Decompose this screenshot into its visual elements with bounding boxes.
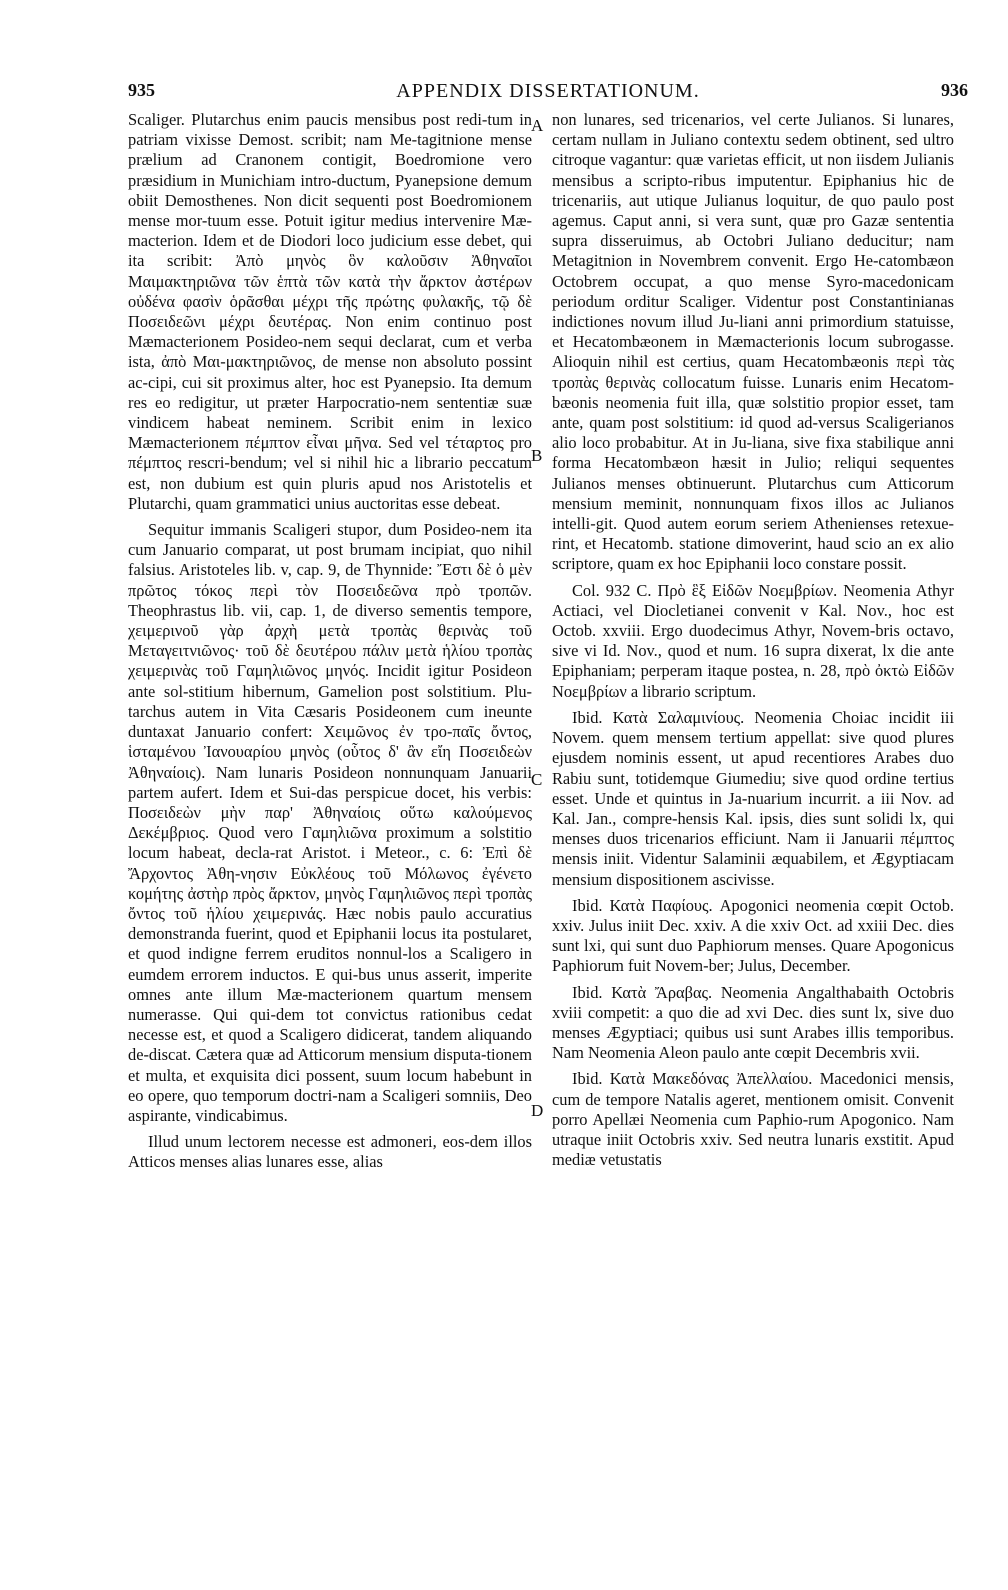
paragraph: Sequitur immanis Scaligeri stupor, dum Posideo-nem ita cum Januario comparat, ut post brumam incipiat, quo nihil falsius. Aristoteles lib. v, cap. 9, de Thynnide: Ἔστι δὲ ὁ μὲν πρῶτος τόκος περὶ τὸν Ποσειδεῶνα πρὸ τροπῶν. Theophrastus lib. vii, cap. 1, de diverso sementis tempore, χειμερινοῦ γὰρ ἀρχὴ μετὰ τροπὰς θερινὰς τοῦ Μεταγειτνιῶνος· τοῦ δὲ δευτέρου πάλιν μετὰ ἡλίου τροπὰς χειμερινὰς τοῦ Γαμηλιῶνος μηνός. Incidit igitur Posideon ante sol-stitium hibernum, Gamelion post solstitium. Plu-tarchus autem in Vita Cæsaris Posideonem cum ineunte duntaxat Januario confert: Χειμῶνος ἐν τρο-παῖς ὄντος, ἱσταμένου Ἰανουαρίου μηνὸς (οὗτος δ' ἂν εἴη Ποσειδεὼν Ἀθηναίοις). Nam lunaris Posideon nonnunquam Januarii partem aufert. Idem et Sui-das perspicue docet, his verbis: Ποσειδεὼν μὴν παρ' Ἀθηναίοις οὕτω καλούμενος Δεκέμβριος. Quod vero Γαμηλιῶνα proximum a solstitio locum habeat, decla-rat Aristot. i Meteor., c. 6: Ἐπὶ δὲ Ἄρχοντος Ἀθη-νησιν Εὐκλέους τοῦ Μόλωνος ἐγένετο κομήτης ἀστὴρ πρὸς ἄρκτον, μηνὸς Γαμηλιῶνος περὶ τροπὰς ὄντος τοῦ ἡλίου χειμερινάς. Hæc nobis paulo accuratius demonstranda fuerint, quod et Epiphanii locus ita postularet, et quod indigne ferrem eruditos nonnul-los a Scaligero in eumdem errorem inductos. E qui-bus unus asserit, imperite omnes ante illum Mæ-macterionem quartum mensem numerasse. Qui qui-dem tot convictus rationibus cedat necesse est, et quod a Scaligero didicerat, tandem aliquando de-discat. Cætera quæ ad Atticorum mensium disputa-tionem et multa, et exquisita dici possent, suum locum habebunt in eo opere, quo temporum doctri-nam a Scaligeri somniis, Deo aspirante, vindicabimus.	[128, 520, 532, 1125]
page-number-left: 935	[128, 80, 155, 100]
margin-letter-d: D	[531, 1101, 544, 1120]
paragraph: Illud unum lectorem necesse est admoneri, eos-dem illos Atticos menses alias lunares esse, alias	[128, 1132, 532, 1172]
paragraph: Ibid. Κατὰ Ἄραβας. Neomenia Angalthabaith Octobris xviii competit: a quo die ad xvi Dec. dies sunt lx, sive duo menses Ægyptiaci; quibus usi sunt Arabes illis temporibus. Nam Neomenia Aleon paulo ante cœpit Decembris xvii.	[552, 982, 954, 1063]
margin-letter-a: A	[531, 116, 544, 135]
paragraph: Ibid. Κατὰ Μακεδόνας Ἀπελλαίου. Macedonici mensis, cum de tempore Natalis ageret, mentionem omisit. Convenit porro Apellæi Neomenia cum Paphio-rum Apogonico. Nam utraque iniit Octobris xxiv. Sed neutra lunaris exstitit. Apud mediæ vetustatis	[552, 1069, 954, 1170]
right-column	[552, 110, 954, 1176]
running-title: APPENDIX DISSERTATIONUM.	[396, 80, 700, 102]
page-header	[128, 80, 968, 110]
margin-letter-b: B	[531, 446, 543, 465]
paragraph: Ibid. Κατὰ Παφίους. Apogonici neomenia cœpit Octob. xxiv. Julus iniit Dec. xxiv. A die xxiv Oct. ad xxiii Dec. dies sunt lxi, qui sunt duo Paphiorum menses. Quare Apogonicus Paphiorum fuit Novem-ber; Julus, December.	[552, 895, 954, 976]
page-number-right: 936	[941, 80, 968, 100]
paragraph: non lunares, sed tricenarios, vel certe Julianos. Si lunares, certam nullam in Juliano contextu sedem obtinent, sed ultro citroque vagantur: quæ varietas efficit, ut non iisdem Julianis mensibus a scripto-ribus imputentur. Epiphanius hic de tricenariis, aut utique Julianus loquitur, de quo paulo post agemus. Caput anni, si vera sunt, quæ pro Gazæ sententia supra disseruimus, ab Octobri Juliano deducitur; nam Metagitnion in Novembrem convenit. Ergo He-catombæon Octobrem occupat, a quo mense Syro-macedonicam periodum orditur Scaliger. Videntur post Constantinianas indictiones novum illud Ju-liani anni primordium statuisse, et Hecatombæonem in Mæmacterionis locum subrogasse. Alioquin nihil est certius, quam Hecatombæonis περὶ τὰς τροπὰς θερινὰς collocatum fuisse. Lunaris enim Hecatom-bæonis neomenia fuit illa, quæ solstitio propior esset, tam ante, quam post solstitium: id quod ad-versus Scaligerianos alio loco probabitur. At in Ju-liana, sive fixa stabilique anni forma Hecatombæon hæsit in Julio; reliqui sequentes Julianos menses obtinuerunt. Plutarchus cum Atticorum mensium meminit, nonnunquam fixos illos ac Julianos intelli-git. Quod autem eorum seriem Athenienses retexue-rint, et Hecatomb. statione dimoverint, haud scio an ex alio scriptore, quam ex hoc Epiphanii loco constare possit.	[552, 110, 954, 574]
margin-letter-c: C	[531, 770, 543, 789]
paragraph: Col. 932 C. Πρὸ ἓξ Εἰδῶν Νοεμβρίων. Neomenia Athyr Actiaci, vel Diocletianei convenit v Kal. Nov., hoc est Octob. xxviii. Ergo duodecimus Athyr, Novem-bris octavo, sive vi Id. Nov., quod et num. 16 supra dixerat, lx die ante Epiphaniam; perperam itaque postea, n. 28, πρὸ ὀκτὼ Εἰδῶν Νοεμβρίων a librario scriptum.	[552, 580, 954, 701]
paragraph: Scaliger. Plutarchus enim paucis mensibus post redi-tum in patriam vixisse Demost. scribit; nam Me-tagitnione mense prælium ad Cranonem contigit, Boedromione vero præsidium in Munichiam intro-ductum, Pyanepsione demum obiit Demosthenes. Non dicit sequenti post Boedromionem mense mor-tuum esse. Potuit igitur medius intervenire Mæ-macterion. Idem et de Diodori loco judicium esse debet, qui ita scribit: Ἀπὸ μηνὸς ὃν καλοῦσιν Ἀθηναῖοι Μαιμακτηριῶνα τῶν ἑπτὰ τῶν κατὰ τὴν ἄρκτον ἀστέρων οὐδένα φασὶν ὁρᾶσθαι μέχρι τῆς πρώτης φυλακῆς, τῷ δὲ Ποσειδεῶνι μέχρι δευτέρας. Non enim continuo post Mæmacterionem Posideo-nem sequi declarat, cum et verba ista, ἀπὸ Μαι-μακτηριῶνος, de mense non absoluto possint ac-cipi, cui sit proximus alter, hoc est Pyanepsio. Ita demum res eo redigitur, ut præter Harpocratio-nem sententiæ suæ vindicem habeat neminem. Scribit enim in lexico Mæmacterionem πέμπτον εἶναι μῆνα. Sed vel τέταρτος pro πέμπτος rescri-bendum; vel si nihil hic a librario peccatum est, non dubium est quin pluris apud nos Aristotelis et Plutarchi, quam grammatici unius auctoritas esse debeat.	[128, 110, 532, 513]
paragraph: Ibid. Κατὰ Σαλαμινίους. Neomenia Choiac incidit iii Novem. quem mensem tertium appellat: sive quod plures ejusdem nominis essent, ut apud recentiores Arabes duo Rabiu sunt, totidemque Giumediu; sive quod ordine tertius esset. Unde et quintus in Ja-nuarium incurrit. a iii Nov. ad Kal. Jan., compre-hensis Kal. ipsis, dies sunt solidi lx, qui menses duos tricenarios efficiunt. Nam ii Januarii πέμπτος mensis iniit. Videntur Salaminii æquabilem, et Ægyptiacam mensium dispositionem ascivisse.	[552, 707, 954, 889]
left-column	[128, 110, 532, 1179]
